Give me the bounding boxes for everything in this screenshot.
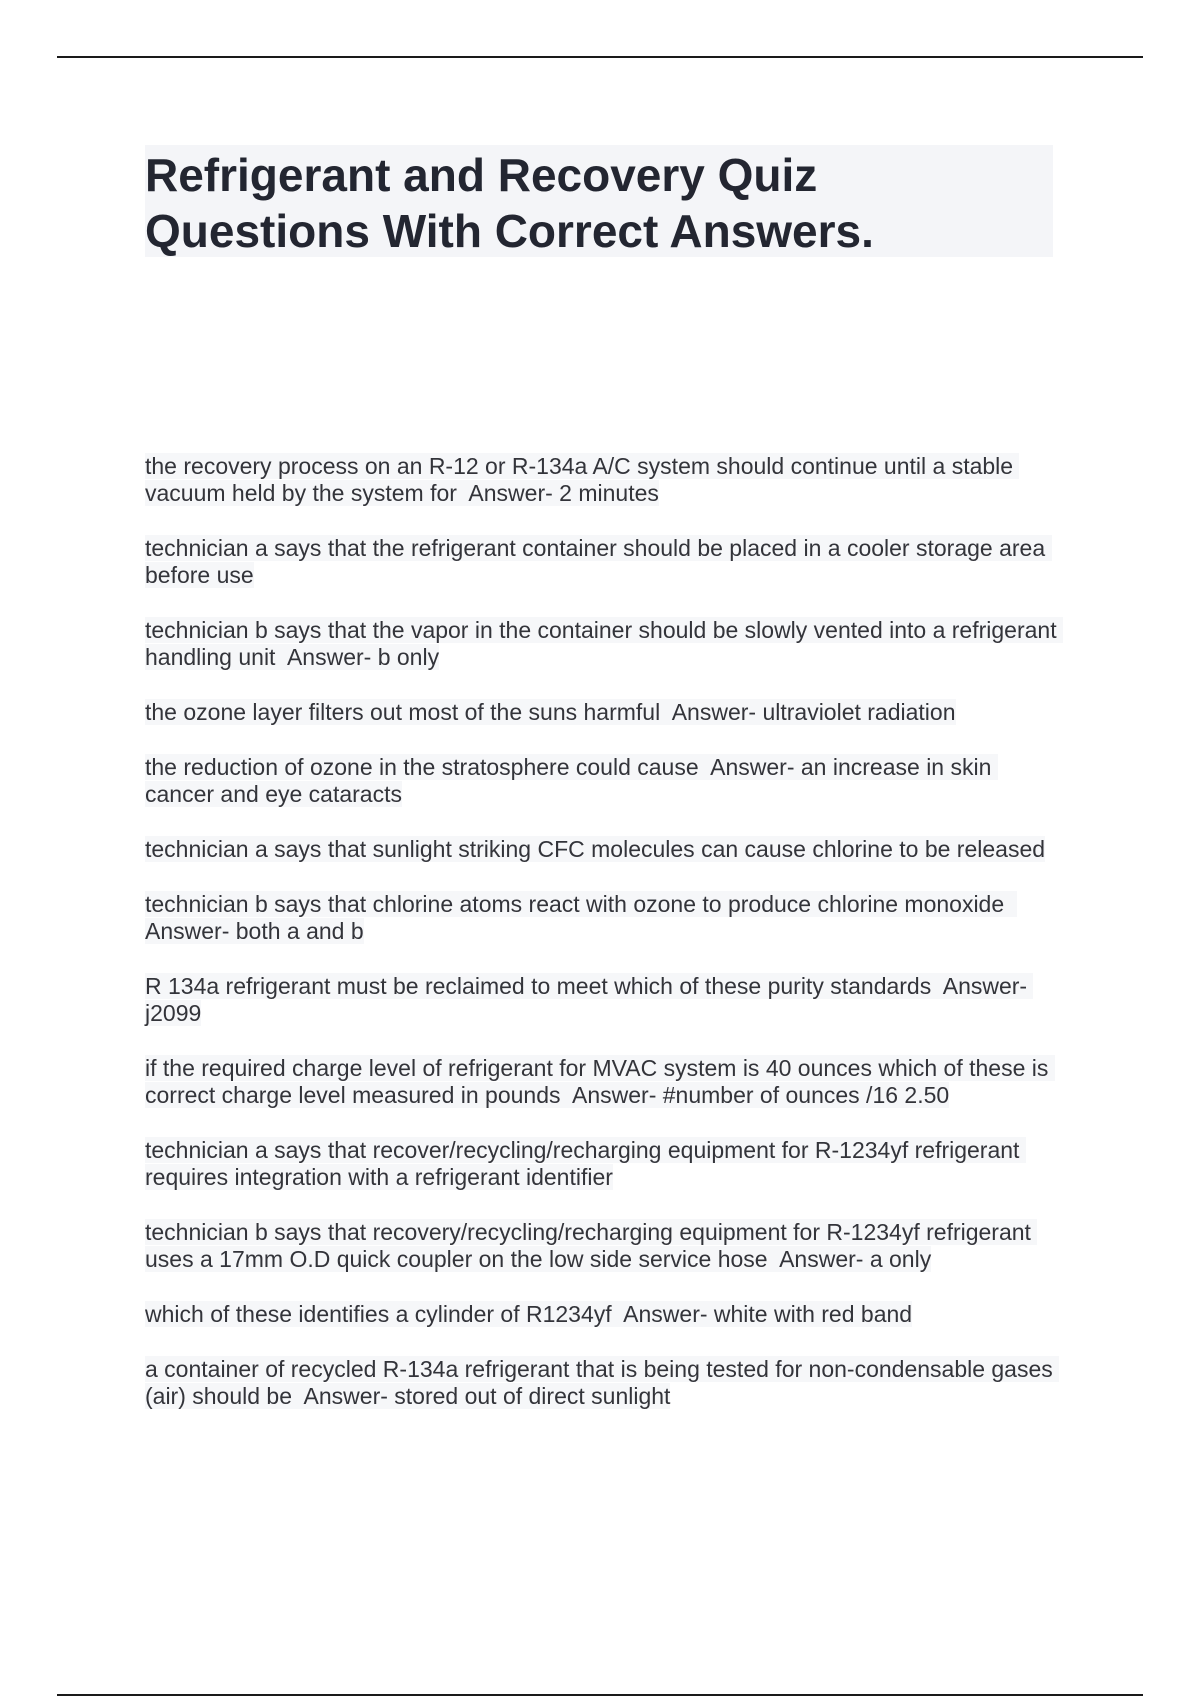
qa-text: technician a says that sunlight striking CFC molecules can cause chlorine to be released [145,836,1046,862]
qa-item-9 [145,1055,1065,1109]
document-title: Refrigerant and Recovery Quiz Questions With Correct Answers. [145,149,874,257]
qa-text: the ozone layer filters out most of the suns harmful Answer- ultraviolet radiation [145,699,956,725]
qa-text: the reduction of ozone in the stratosphere could cause Answer- an increase in skin cancer and eye cataracts [145,754,998,807]
header-rule [57,56,1143,58]
qa-text: if the required charge level of refrigerant for MVAC system is 40 ounces which of these is correct charge level measured in pounds Answer- #number of ounces /16 2.50 [145,1055,1055,1108]
title-block [145,145,1053,257]
qa-item-1 [145,453,1065,507]
qa-text: which of these identifies a cylinder of R1234yf Answer- white with red band [145,1301,913,1327]
qa-text: technician a says that the refrigerant container should be placed in a cooler storage area before use [145,535,1052,588]
qa-text: technician a says that recover/recycling/recharging equipment for R-1234yf refrigerant requires integration with a refrigerant identifier [145,1137,1026,1190]
qa-text: technician b says that recovery/recycling/recharging equipment for R-1234yf refrigerant uses a 17mm O.D quick coupler on the low side service hose Answer- a only [145,1219,1038,1272]
qa-item-11 [145,1219,1065,1273]
qa-item-10 [145,1137,1065,1191]
qa-text: the recovery process on an R-12 or R-134a A/C system should continue until a stable vacuum held by the system for Answer- 2 minutes [145,453,1020,506]
qa-item-6 [145,836,1065,863]
qa-item-3 [145,617,1065,671]
qa-text: technician b says that the vapor in the container should be slowly vented into a refrigerant handling unit Answer- b only [145,617,1063,670]
footer-rule [57,1694,1143,1696]
qa-item-7 [145,891,1065,945]
qa-text: R 134a refrigerant must be reclaimed to meet which of these purity standards Answer- j2099 [145,973,1034,1026]
qa-item-8 [145,973,1065,1027]
qa-text: technician b says that chlorine atoms react with ozone to produce chlorine monoxide Answer- both a and b [145,891,1017,944]
qa-item-4 [145,699,1065,726]
qa-item-13 [145,1356,1065,1410]
qa-item-12 [145,1301,1065,1328]
qa-item-2 [145,535,1065,589]
qa-item-5 [145,754,1065,808]
qa-text: a container of recycled R-134a refrigerant that is being tested for non-condensable gases (air) should be Answer- stored out of direct sunlight [145,1356,1060,1409]
qa-list [145,453,1065,1438]
